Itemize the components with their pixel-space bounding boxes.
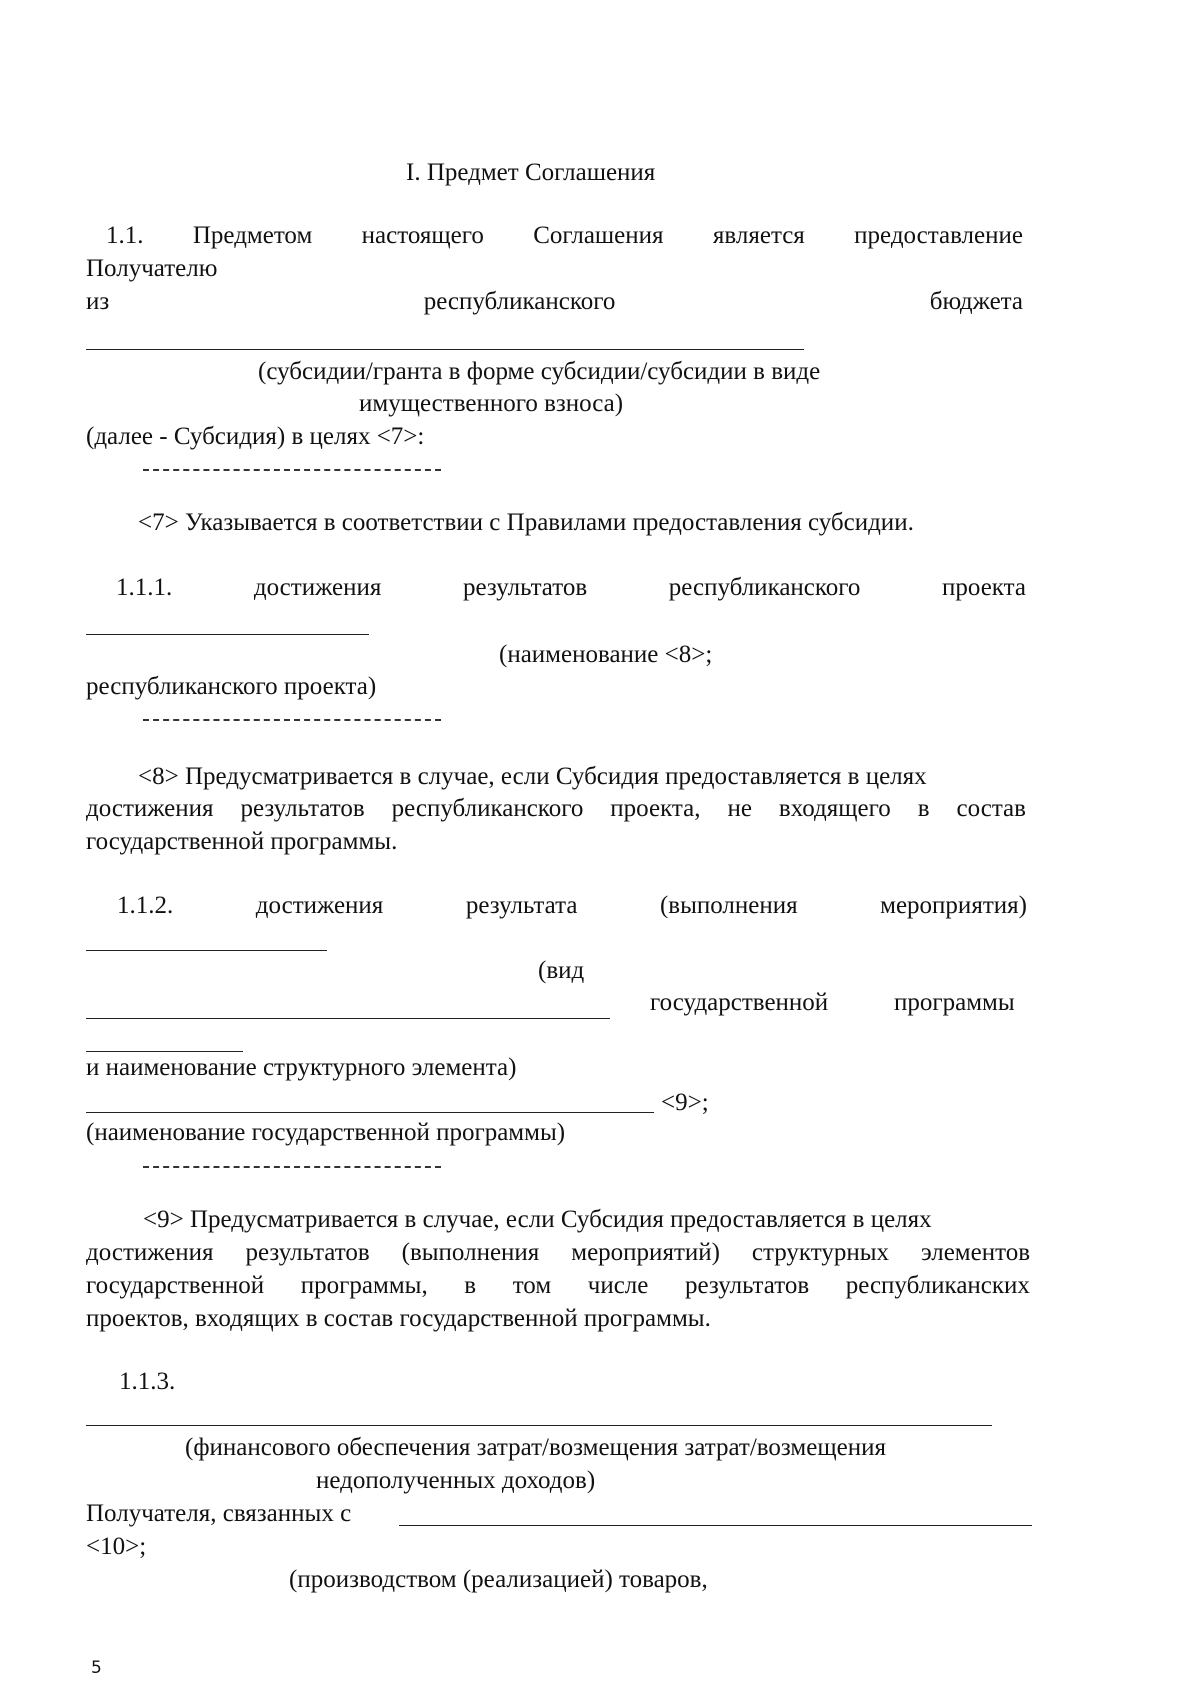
footnote-8-line2 [86, 796, 1026, 821]
footnote-8-line1: <8> Предусматривается в случае, если Субсидия предоставляется в целях [138, 763, 927, 790]
clause-word: 1.1.2. [117, 892, 174, 919]
footnote-ref-10: <10>; [86, 1533, 147, 1560]
clause-1-1-1-line1 [116, 575, 1026, 600]
clause-word: достижения [255, 892, 384, 919]
blank-line-program-type [86, 1018, 610, 1019]
footnote-word: программы, [300, 1272, 428, 1299]
footnote-word: проекта, [610, 795, 701, 822]
footnote-9-line3 [86, 1273, 1030, 1298]
blank-line-short [86, 1051, 243, 1052]
program-name-hint: (наименование государственной программы) [86, 1119, 566, 1146]
footnote-separator [143, 1166, 441, 1168]
blank-line-financing [86, 1425, 992, 1426]
project-hint-1: (наименование <8>; [499, 641, 713, 668]
section-title: I. Предмет Соглашения [406, 159, 656, 186]
clause-word: бюджета [929, 288, 1023, 315]
clause-1-1-line2: Получателю [86, 255, 218, 282]
financing-note-line1: (финансового обеспечения затрат/возмещения затрат/возмещения [185, 1434, 886, 1461]
footnote-separator [143, 469, 441, 471]
subsidy-note-line2: имущественного взноса) [359, 390, 624, 417]
footnote-word: не [727, 795, 752, 822]
clause-word: является [712, 222, 805, 249]
footnote-word: (выполнения [401, 1239, 540, 1266]
clause-1-1-3-number: 1.1.3. [119, 1368, 176, 1395]
clause-word: результатов [462, 574, 588, 601]
clause-word: 1.1.1. [116, 574, 173, 601]
footnote-word: республиканского [391, 795, 584, 822]
clause-word: Соглашения [533, 222, 664, 249]
footnote-9-line4: проектов, входящих в состав государственной программы. [86, 1305, 711, 1332]
footnote-9-line2 [86, 1240, 1030, 1265]
page-number: 5 [91, 1658, 102, 1678]
footnote-word: числе [587, 1272, 649, 1299]
clause-1-1-line1 [106, 223, 1023, 248]
clause-word: республиканского [668, 574, 861, 601]
clause-word: республиканского [423, 288, 616, 315]
footnote-word: результатов [684, 1272, 810, 1299]
footnote-word: том [512, 1272, 552, 1299]
clause-word: из [86, 288, 110, 315]
recipient-related: Получателя, связанных с [86, 1500, 352, 1527]
clause-word: 1.1. [106, 222, 144, 249]
blank-line-program-name [86, 1112, 654, 1113]
footnote-word: республиканских [845, 1272, 1030, 1299]
footnote-separator [143, 719, 441, 721]
subsidy-purpose: (далее - Субсидия) в целях <7>: [86, 423, 425, 450]
clause-word: мероприятия) [880, 892, 1027, 919]
clause-word: достижения [253, 574, 382, 601]
clause-word: проекта [942, 574, 1026, 601]
clause-1-1-line3 [86, 289, 1023, 314]
footnote-ref-9: <9>; [661, 1089, 709, 1116]
blank-line-event [86, 950, 327, 951]
footnote-word: достижения [86, 1239, 214, 1266]
footnote-7: <7> Указывается в соответствии с Правилами предоставления субсидии. [138, 509, 914, 536]
clause-word: (выполнения [659, 892, 798, 919]
footnote-word: государственной [86, 1272, 265, 1299]
blank-line-project [86, 634, 369, 635]
footnote-word: достижения [86, 795, 214, 822]
clause-word: предоставление [854, 222, 1023, 249]
clause-word: Предметом [192, 222, 313, 249]
program-word-prog: программы [894, 989, 1015, 1016]
subsidy-note-line1: (субсидии/гранта в форме субсидии/субсидии в виде [258, 358, 821, 385]
footnote-word: результатов [240, 795, 365, 822]
clause-1-1-2-line1 [117, 893, 1027, 918]
footnote-word: входящего [778, 795, 891, 822]
blank-line-subsidy [86, 349, 804, 350]
footnote-8-line3: государственной программы. [86, 828, 398, 855]
hint-vid: (вид [538, 957, 585, 984]
footnote-word: структурных [751, 1239, 889, 1266]
footnote-word: в [464, 1272, 477, 1299]
program-word-gos: государственной [650, 989, 829, 1016]
clause-word: результата [465, 892, 578, 919]
project-hint-2: республиканского проекта) [86, 673, 377, 700]
footnote-word: в [917, 795, 930, 822]
production-hint: (производством (реализацией) товаров, [289, 1566, 708, 1593]
clause-word: настоящего [361, 222, 484, 249]
footnote-word: результатов [245, 1239, 370, 1266]
footnote-word: элементов [920, 1239, 1030, 1266]
footnote-word: состав [956, 795, 1026, 822]
footnote-word: мероприятий) [571, 1239, 720, 1266]
blank-line-recipient [399, 1525, 1032, 1526]
footnote-9-line1: <9> Предусматривается в случае, если Субсидия предоставляется в целях [143, 1206, 932, 1233]
financing-note-line2: недополученных доходов) [316, 1467, 596, 1494]
structural-element-hint: и наименование структурного элемента) [86, 1054, 517, 1081]
